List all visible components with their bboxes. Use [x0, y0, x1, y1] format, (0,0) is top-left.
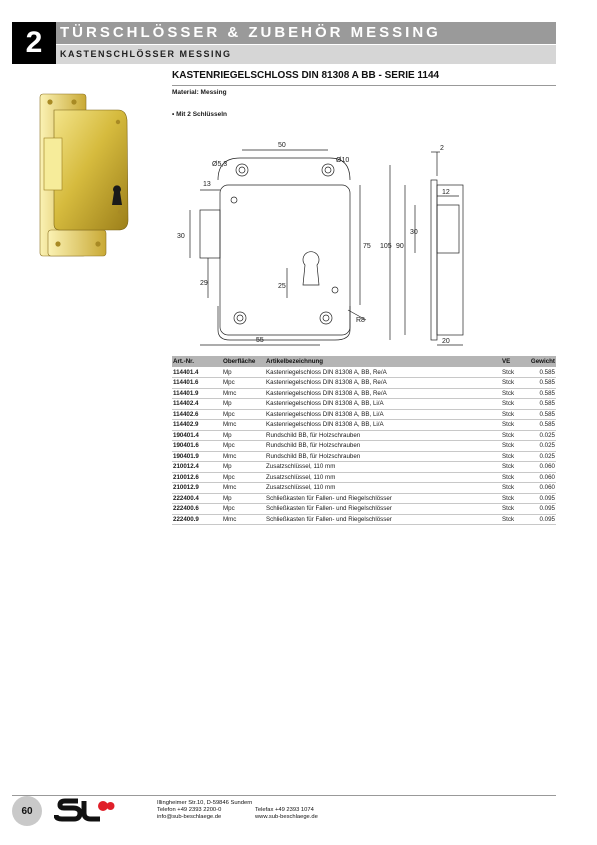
cell-surface: Mmc [222, 388, 265, 399]
footer-contact-block [255, 807, 318, 821]
cell-ve: Stck [501, 409, 521, 420]
article-table [172, 356, 556, 525]
cell-weight: 0.060 [521, 472, 556, 483]
col-ve: VE [501, 356, 521, 367]
cell-ve: Stck [501, 430, 521, 441]
cell-description: Rundschild BB, für Holzschrauben [265, 441, 501, 452]
cell-weight: 0.585 [521, 388, 556, 399]
footer-email[interactable]: info@sub-beschlaege.de [157, 814, 222, 821]
cell-surface: Mmc [222, 451, 265, 462]
cell-description: Kastenriegelschloss DIN 81308 A, BB, Li/A [265, 409, 501, 420]
dim-w20: 20 [442, 338, 450, 345]
cell-ve: Stck [501, 493, 521, 504]
cell-weight: 0.585 [521, 399, 556, 410]
dim-w55: 55 [256, 337, 264, 344]
cell-surface: Mpc [222, 472, 265, 483]
product-material: Material: Messing [172, 89, 227, 96]
cell-weight: 0.095 [521, 493, 556, 504]
company-logo [54, 797, 116, 823]
table-row [172, 483, 556, 494]
cell-surface: Mpc [222, 378, 265, 389]
col-art-nr: Art.-Nr. [172, 356, 222, 367]
cell-surface: Mpc [222, 441, 265, 452]
page-number: 60 [12, 796, 42, 826]
cell-weight: 0.060 [521, 483, 556, 494]
cell-art-nr: 114402.4 [172, 399, 222, 410]
cell-surface: Mp [222, 367, 265, 378]
table-row [172, 504, 556, 515]
cell-description: Kastenriegelschloss DIN 81308 A, BB, Re/A [265, 367, 501, 378]
cell-ve: Stck [501, 472, 521, 483]
cell-weight: 0.095 [521, 514, 556, 525]
dim-h75: 75 [363, 243, 371, 250]
cell-surface: Mp [222, 493, 265, 504]
cell-ve: Stck [501, 388, 521, 399]
dim-h25: 25 [278, 283, 286, 290]
cell-description: Rundschild BB, für Holzschrauben [265, 451, 501, 462]
cell-ve: Stck [501, 514, 521, 525]
cell-description: Schließkasten für Fallen- und Riegelschlösser [265, 504, 501, 515]
cell-description: Zusatzschlüssel, 110 mm [265, 462, 501, 473]
product-title: KASTENRIEGELSCHLOSS DIN 81308 A BB - SERIE 1144 [172, 70, 440, 81]
cell-art-nr: 222400.9 [172, 514, 222, 525]
cell-art-nr: 114401.9 [172, 388, 222, 399]
dim-h30b: 30 [410, 229, 418, 236]
section-subtitle: KASTENSCHLÖSSER MESSING [56, 45, 556, 64]
table-row [172, 388, 556, 399]
dim-h29: 29 [200, 280, 208, 287]
product-photo [30, 88, 148, 263]
cell-art-nr: 210012.9 [172, 483, 222, 494]
table-row [172, 493, 556, 504]
cell-weight: 0.585 [521, 367, 556, 378]
cell-surface: Mp [222, 462, 265, 473]
table-row [172, 430, 556, 441]
footer-web[interactable]: www.sub-beschlaege.de [255, 814, 318, 821]
cell-ve: Stck [501, 378, 521, 389]
dim-w13: 13 [203, 181, 211, 188]
cell-art-nr: 190401.4 [172, 430, 222, 441]
dim-d53: Ø5,3 [212, 161, 228, 168]
title-divider [172, 85, 556, 86]
cell-description: Schließkasten für Fallen- und Riegelschlösser [265, 493, 501, 504]
cell-art-nr: 222400.6 [172, 504, 222, 515]
table-row [172, 367, 556, 378]
cell-art-nr: 190401.9 [172, 451, 222, 462]
cell-weight: 0.060 [521, 462, 556, 473]
table-row [172, 441, 556, 452]
col-surface: Oberfläche [222, 356, 265, 367]
cell-art-nr: 222400.4 [172, 493, 222, 504]
cell-ve: Stck [501, 462, 521, 473]
table-row [172, 409, 556, 420]
dim-h90: 90 [396, 243, 404, 250]
footer-fax: Telefax +49 2393 1074 [255, 807, 314, 813]
cell-art-nr: 114402.6 [172, 409, 222, 420]
cell-art-nr: 114402.9 [172, 420, 222, 431]
table-row [172, 399, 556, 410]
cell-weight: 0.025 [521, 451, 556, 462]
dim-d10: Ø10 [336, 157, 350, 164]
cell-description: Zusatzschlüssel, 110 mm [265, 483, 501, 494]
table-row [172, 462, 556, 473]
table-row [172, 378, 556, 389]
table-row [172, 472, 556, 483]
cell-description: Kastenriegelschloss DIN 81308 A, BB, Li/A [265, 399, 501, 410]
col-weight: Gewicht [521, 356, 556, 367]
dim-h105: 105 [380, 243, 392, 250]
cell-weight: 0.025 [521, 441, 556, 452]
table-header-row [172, 356, 556, 367]
section-title: TÜRSCHLÖSSER & ZUBEHÖR MESSING [56, 22, 556, 44]
cell-art-nr: 210012.6 [172, 472, 222, 483]
dim-h30: 30 [177, 233, 185, 240]
dim-s2: 2 [440, 145, 444, 152]
cell-ve: Stck [501, 420, 521, 431]
cell-art-nr: 210012.4 [172, 462, 222, 473]
cell-description: Kastenriegelschloss DIN 81308 A, BB, Re/A [265, 378, 501, 389]
cell-ve: Stck [501, 504, 521, 515]
cell-weight: 0.585 [521, 378, 556, 389]
cell-surface: Mmc [222, 514, 265, 525]
cell-art-nr: 114401.6 [172, 378, 222, 389]
cell-description: Zusatzschlüssel, 110 mm [265, 472, 501, 483]
cell-surface: Mpc [222, 504, 265, 515]
chapter-number: 2 [12, 22, 56, 64]
footer-address-block [157, 800, 252, 822]
table-row [172, 451, 556, 462]
footer-phone: Telefon +49 2393 2200-0 [157, 807, 222, 814]
col-description: Artikelbezeichnung [265, 356, 501, 367]
table-row [172, 514, 556, 525]
cell-ve: Stck [501, 399, 521, 410]
cell-surface: Mmc [222, 420, 265, 431]
cell-description: Schließkasten für Fallen- und Riegelschlösser [265, 514, 501, 525]
cell-art-nr: 190401.6 [172, 441, 222, 452]
technical-drawing [170, 130, 570, 350]
cell-weight: 0.585 [521, 409, 556, 420]
dim-s12: 12 [442, 189, 450, 196]
dim-r8: R8 [356, 317, 365, 324]
cell-description: Kastenriegelschloss DIN 81308 A, BB, Li/A [265, 420, 501, 431]
cell-surface: Mpc [222, 409, 265, 420]
cell-surface: Mmc [222, 483, 265, 494]
cell-ve: Stck [501, 451, 521, 462]
footer-divider [12, 795, 556, 796]
cell-surface: Mp [222, 430, 265, 441]
cell-weight: 0.025 [521, 430, 556, 441]
cell-ve: Stck [501, 367, 521, 378]
cell-weight: 0.095 [521, 504, 556, 515]
table-row [172, 420, 556, 431]
cell-weight: 0.585 [521, 420, 556, 431]
dim-w50: 50 [278, 142, 286, 149]
cell-surface: Mp [222, 399, 265, 410]
product-feature: • Mit 2 Schlüsseln [172, 111, 228, 118]
cell-ve: Stck [501, 483, 521, 494]
cell-ve: Stck [501, 441, 521, 452]
cell-description: Rundschild BB, für Holzschrauben [265, 430, 501, 441]
cell-art-nr: 114401.4 [172, 367, 222, 378]
footer-address: Illingheimer Str.10, D-59846 Sundern [157, 800, 253, 806]
cell-description: Kastenriegelschloss DIN 81308 A, BB, Re/A [265, 388, 501, 399]
